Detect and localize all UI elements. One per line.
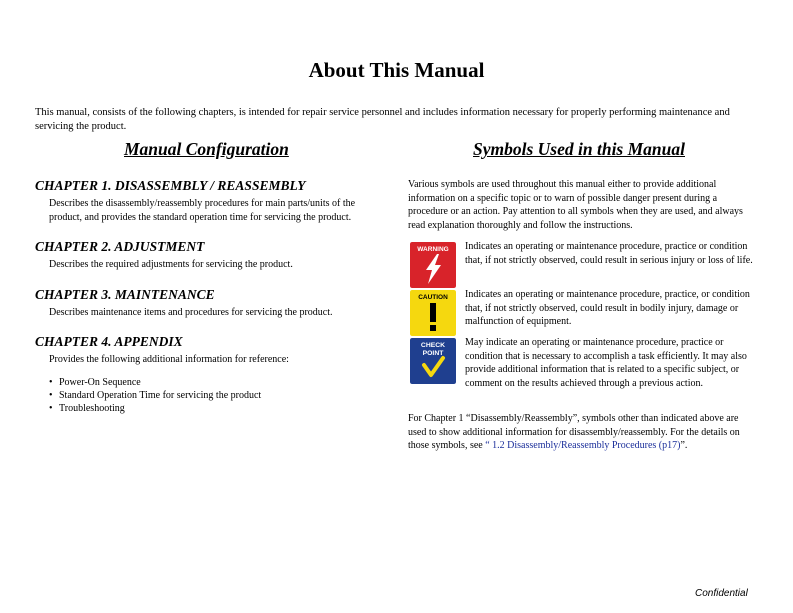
page-title: About This Manual xyxy=(308,58,485,82)
chapter-title: CHAPTER 2. ADJUSTMENT xyxy=(35,239,205,254)
warning-label: WARNING xyxy=(417,246,449,253)
symbols-column xyxy=(408,178,758,453)
check-label-line2: POINT xyxy=(422,350,444,357)
footer-note xyxy=(408,412,758,453)
list-item: • Power-On Sequence xyxy=(49,376,380,389)
confidential-label: Confidential xyxy=(695,588,748,599)
manual-configuration-heading: Manual Configuration xyxy=(124,139,289,159)
symbols-heading: Symbols Used in this Manual xyxy=(473,139,685,159)
symbol-row-check-point xyxy=(408,336,758,390)
chapter-3 xyxy=(35,287,380,320)
appendix-items xyxy=(49,376,380,415)
chapter-title: CHAPTER 1. DISASSEMBLY / REASSEMBLY xyxy=(35,178,306,193)
chapter-desc: Describes the disassembly/reassembly procedures for main parts/units of the product, and provides the standard operation time for servicing the product. xyxy=(49,198,356,223)
warning-text: Indicates an operating or maintenance procedure, practice or condition that, if not strictly observed, could result in serious injury or loss of life. xyxy=(465,241,753,266)
caution-exclamation-icon xyxy=(410,290,456,336)
chapter-desc: Describes maintenance items and procedures for servicing the product. xyxy=(49,306,333,318)
check-label-line1: CHECK xyxy=(420,342,446,349)
symbols-intro: Various symbols are used throughout this manual either to provide additional information on a specific topic or to warn of possible danger present during a procedure or an action. Pay attention to all symbols when they are used, and always read explanation thoroughly and follow the instructions. xyxy=(408,179,743,231)
check-point-icon xyxy=(410,338,456,384)
symbol-row-warning xyxy=(408,240,758,288)
chapter-4 xyxy=(35,334,380,415)
chapter-2 xyxy=(35,239,380,272)
caution-text: Indicates an operating or maintenance procedure, practice, or condition that, if not strictly observed, could result in bodily injury, damage or malfunction of equipment. xyxy=(465,289,750,327)
symbol-row-caution xyxy=(408,288,758,336)
check-point-text: May indicate an operating or maintenance procedure, practice or condition that is necessary to accomplish a task efficiently. It may also provide additional information that is related to a specific subject, or comment on the results achieved through a previous action. xyxy=(465,337,747,389)
chapter-title: CHAPTER 3. MAINTENANCE xyxy=(35,286,215,302)
intro-paragraph: This manual, consists of the following chapters, is intended for repair service personnel and includes information necessary for properly performing maintenance and servicing the product. xyxy=(35,107,730,132)
list-item: • Troubleshooting xyxy=(49,402,380,415)
footer-note-end: ”. xyxy=(680,440,688,451)
chapter-1 xyxy=(35,178,380,224)
chapter-desc: Provides the following additional information for reference: xyxy=(49,354,289,365)
caution-label: CAUTION xyxy=(418,294,448,301)
list-item: • Standard Operation Time for servicing the product xyxy=(49,389,380,402)
chapter-title: CHAPTER 4. APPENDIX xyxy=(35,334,183,349)
procedures-link[interactable]: “ 1.2 Disassembly/Reassembly Procedures (p17) xyxy=(485,440,681,451)
footer-note-text: For Chapter 1 “Disassembly/Reassembly”, symbols other than indicated above are used to show additional information for disassembly/reassembly. For the details on those symbols, see xyxy=(408,413,740,451)
warning-lightning-icon xyxy=(410,242,456,288)
chapters-list xyxy=(35,178,380,430)
chapter-desc: Describes the required adjustments for servicing the product. xyxy=(49,259,293,270)
